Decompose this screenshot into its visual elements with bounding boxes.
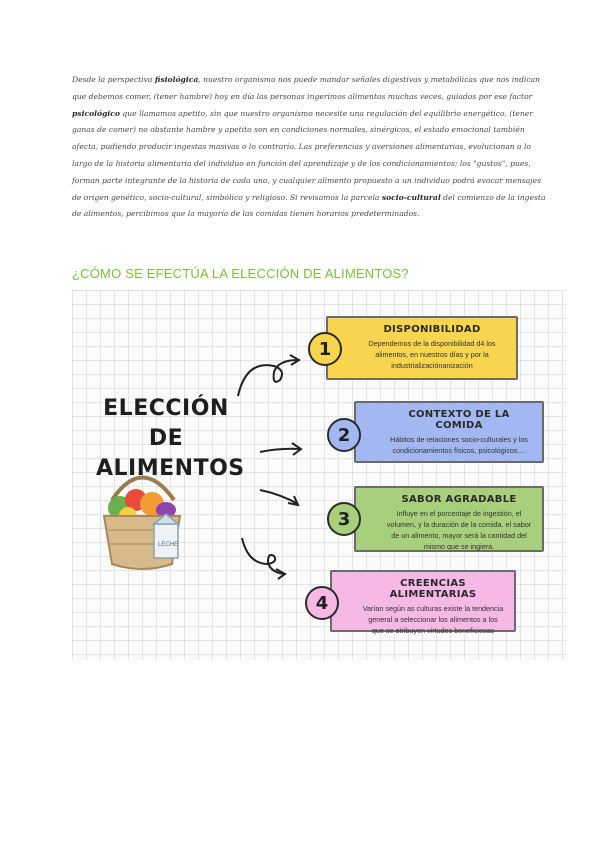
paragraph-text: , nuestro organismo nos puede mandar señales digestivas y metabólicas que nos indican que debemos comer, (tener hambre) hoy en día las personas ingerimos alimentos muchas veces, guiados por ese factor xyxy=(72,75,541,101)
card-text: Varían según as culturas existe la tendencia general a seleccionar los alimentos a los que se atribuyen virtudes beneficiosas xyxy=(362,604,504,635)
intro-paragraph xyxy=(72,72,550,223)
bold-term-socio-cultural: socio-cultural xyxy=(381,192,441,202)
bold-term-fisiologica: fisiológica xyxy=(154,75,199,84)
number-badge-4: 4 xyxy=(305,586,339,620)
card-title: CREENCIAS ALIMENTARIAS xyxy=(389,578,477,600)
milk-carton-label: LECHE xyxy=(158,542,179,548)
card-text: Hábitos de relaciones socio-culturales y los condicionamientos físicos, psicológicos.... xyxy=(390,435,528,455)
curved-down-arrow-icon xyxy=(238,534,290,580)
card-sabor-agradable xyxy=(354,486,544,552)
number-badge-3: 3 xyxy=(327,502,361,536)
card-text: Dependemos de la disponibilidad d4 los alimentos, en nuestros días y por la industrializaciónanización xyxy=(368,339,496,370)
straight-arrow-icon xyxy=(258,438,304,460)
paragraph-text: del comienzo de la ingesta de alimentos, percibimos que la mayoría de las comidas tienen horarios predeterminados. xyxy=(72,192,546,219)
curved-arrow-icon xyxy=(234,352,304,402)
card-title: SABOR AGRADABLE xyxy=(401,494,517,505)
section-heading: ¿CÓMO SE EFECTÚA LA ELECCIÓN DE ALIMENTOS? xyxy=(72,266,409,281)
card-text: Influye en el porcentaje de ingestión, el volumen, y la duración de la comida. el sabor de un alimento, mayor será la cantidad del mismo que se ingiera. xyxy=(386,509,532,551)
paragraph-text: Desde la perspectiva xyxy=(72,75,155,84)
infographic xyxy=(72,290,566,660)
paragraph-text: que llamamos apetito, sin que nuestro organismo necesite una regulación del equilibrio energético, (tener ganas de comer) no obstante hambre y apetito son en condiciones normales, sinérgicos, el estado emocional también afecta, pudiendo producir ingestas masivas o lo contrario. Las preferencias y aversiones alimentarias, evolucionan a lo largo de la historia alimentaria del individuo en función del aprendizaje y de los condicionamientos; los "gustos", pues, forman parte integrante de la historia de cada uno, y cualquier alimento propuesto a un individuo podrá evocar mensajes de origen genético, socio-cultural, simbólico y religioso. Si revisamos la parcela xyxy=(72,108,542,202)
vegetable-basket-icon xyxy=(92,460,192,580)
card-contexto-de-la-comida xyxy=(354,401,544,463)
number-badge-1: 1 xyxy=(308,332,342,366)
card-title: CONTEXTO DE LA COMIDA xyxy=(408,409,510,431)
card-creencias-alimentarias xyxy=(330,570,516,635)
card-title: DISPONIBILIDAD xyxy=(383,324,481,335)
bold-term-psicologico: psicológico xyxy=(72,108,120,118)
infographic-title: ELECCIÓN DE ALIMENTOS xyxy=(96,396,245,481)
number-badge-2: 2 xyxy=(327,418,361,452)
card-disponibilidad xyxy=(326,316,518,380)
diagonal-arrow-icon xyxy=(258,486,302,512)
